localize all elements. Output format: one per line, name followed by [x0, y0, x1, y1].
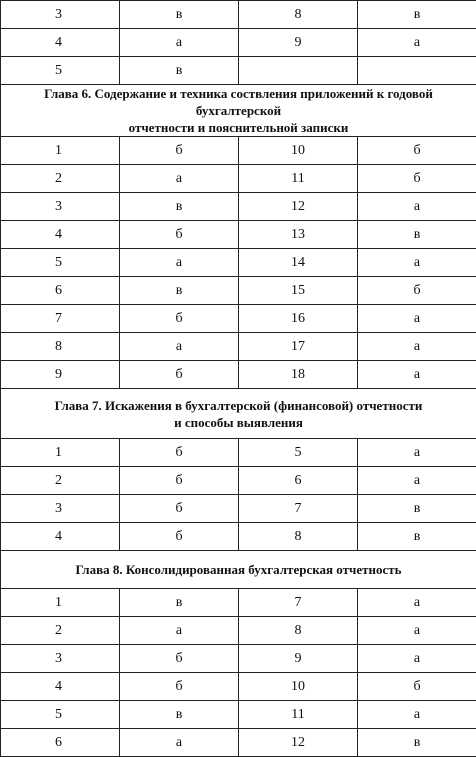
chapter-heading-line: и способы выявления	[3, 414, 474, 431]
question-number-cell: 6	[1, 729, 120, 757]
chapter-heading-line: Глава 6. Содержание и техника соствления приложений к годовой бухгалтерской	[3, 85, 474, 119]
answer-cell: в	[120, 1, 239, 29]
table-row	[1, 57, 476, 85]
question-number-cell: 2	[1, 617, 120, 645]
question-number-cell: 11	[239, 701, 358, 729]
table-row	[1, 29, 476, 57]
question-number-cell: 4	[1, 221, 120, 249]
table-row	[1, 137, 476, 165]
answer-cell: б	[120, 221, 239, 249]
question-number-cell: 13	[239, 221, 358, 249]
table-row	[1, 729, 476, 757]
question-number-cell: 3	[1, 495, 120, 523]
answer-cell: б	[120, 361, 239, 389]
question-number-cell: 1	[1, 589, 120, 617]
question-number-cell: 12	[239, 193, 358, 221]
answer-cell: а	[358, 249, 476, 277]
question-number-cell: 4	[1, 523, 120, 551]
answer-cell: а	[120, 617, 239, 645]
table-row	[1, 221, 476, 249]
answer-cell: а	[358, 333, 476, 361]
chapter-heading-line: Глава 8. Консолидированная бухгалтерская отчетность	[3, 561, 474, 578]
answer-cell: б	[120, 523, 239, 551]
question-number-cell: 11	[239, 165, 358, 193]
table-row	[1, 333, 476, 361]
answer-cell: в	[120, 589, 239, 617]
question-number-cell	[239, 57, 358, 85]
chapter-heading	[1, 85, 476, 137]
question-number-cell: 15	[239, 277, 358, 305]
answer-cell: б	[120, 467, 239, 495]
question-number-cell: 7	[1, 305, 120, 333]
answer-cell: в	[358, 221, 476, 249]
answer-cell: в	[120, 277, 239, 305]
chapter-heading-row	[1, 85, 476, 137]
question-number-cell: 8	[239, 523, 358, 551]
table-row	[1, 1, 476, 29]
answer-cell: а	[358, 193, 476, 221]
table-row	[1, 361, 476, 389]
table-row	[1, 617, 476, 645]
question-number-cell: 5	[239, 439, 358, 467]
answer-cell: б	[120, 645, 239, 673]
answer-cell: в	[120, 701, 239, 729]
question-number-cell: 8	[239, 617, 358, 645]
question-number-cell: 7	[239, 495, 358, 523]
table-row	[1, 523, 476, 551]
table-row	[1, 249, 476, 277]
chapter-heading-row	[1, 551, 476, 589]
answer-cell: б	[120, 495, 239, 523]
answer-cell: б	[358, 165, 476, 193]
question-number-cell: 3	[1, 645, 120, 673]
answer-cell: а	[358, 645, 476, 673]
table-row	[1, 193, 476, 221]
answer-cell: в	[358, 523, 476, 551]
question-number-cell: 2	[1, 165, 120, 193]
answer-cell: в	[358, 729, 476, 757]
answer-cell: б	[358, 673, 476, 701]
question-number-cell: 2	[1, 467, 120, 495]
answer-cell: а	[120, 29, 239, 57]
answer-cell: б	[358, 137, 476, 165]
table-row	[1, 305, 476, 333]
question-number-cell: 8	[239, 1, 358, 29]
question-number-cell: 3	[1, 193, 120, 221]
answer-cell: а	[358, 29, 476, 57]
answer-cell: а	[358, 701, 476, 729]
question-number-cell: 6	[239, 467, 358, 495]
answer-cell: б	[120, 137, 239, 165]
question-number-cell: 12	[239, 729, 358, 757]
table-row	[1, 439, 476, 467]
table-row	[1, 589, 476, 617]
question-number-cell: 14	[239, 249, 358, 277]
question-number-cell: 17	[239, 333, 358, 361]
question-number-cell: 4	[1, 673, 120, 701]
question-number-cell: 8	[1, 333, 120, 361]
chapter-heading-row	[1, 389, 476, 439]
question-number-cell: 10	[239, 673, 358, 701]
answer-cell: б	[120, 439, 239, 467]
answer-cell: в	[358, 495, 476, 523]
question-number-cell: 5	[1, 701, 120, 729]
question-number-cell: 6	[1, 277, 120, 305]
answer-cell: а	[358, 467, 476, 495]
answer-cell	[358, 57, 476, 85]
question-number-cell: 7	[239, 589, 358, 617]
answer-cell: а	[358, 305, 476, 333]
table-row	[1, 495, 476, 523]
chapter-heading-line: Глава 7. Искажения в бухгалтерской (финансовой) отчетности	[3, 397, 474, 414]
answer-key-body	[1, 1, 476, 757]
answer-cell: а	[120, 165, 239, 193]
answer-cell: а	[120, 729, 239, 757]
chapter-heading	[1, 389, 476, 439]
answer-cell: а	[120, 333, 239, 361]
question-number-cell: 9	[239, 29, 358, 57]
question-number-cell: 9	[239, 645, 358, 673]
answer-cell: в	[120, 193, 239, 221]
answer-cell: б	[120, 305, 239, 333]
answer-cell: а	[358, 439, 476, 467]
question-number-cell: 1	[1, 137, 120, 165]
question-number-cell: 9	[1, 361, 120, 389]
answer-cell: б	[120, 673, 239, 701]
question-number-cell: 5	[1, 249, 120, 277]
question-number-cell: 1	[1, 439, 120, 467]
table-row	[1, 673, 476, 701]
answer-cell: в	[358, 1, 476, 29]
question-number-cell: 5	[1, 57, 120, 85]
answer-cell: а	[120, 249, 239, 277]
answer-cell: б	[358, 277, 476, 305]
answer-cell: а	[358, 361, 476, 389]
table-row	[1, 645, 476, 673]
table-row	[1, 165, 476, 193]
answer-cell: а	[358, 617, 476, 645]
chapter-heading	[1, 551, 476, 589]
table-row	[1, 701, 476, 729]
answer-cell: в	[120, 57, 239, 85]
table-row	[1, 277, 476, 305]
table-row	[1, 467, 476, 495]
question-number-cell: 10	[239, 137, 358, 165]
question-number-cell: 3	[1, 1, 120, 29]
question-number-cell: 18	[239, 361, 358, 389]
answer-cell: а	[358, 589, 476, 617]
question-number-cell: 4	[1, 29, 120, 57]
chapter-heading-line: отчетности и пояснительной записки	[3, 119, 474, 136]
question-number-cell: 16	[239, 305, 358, 333]
